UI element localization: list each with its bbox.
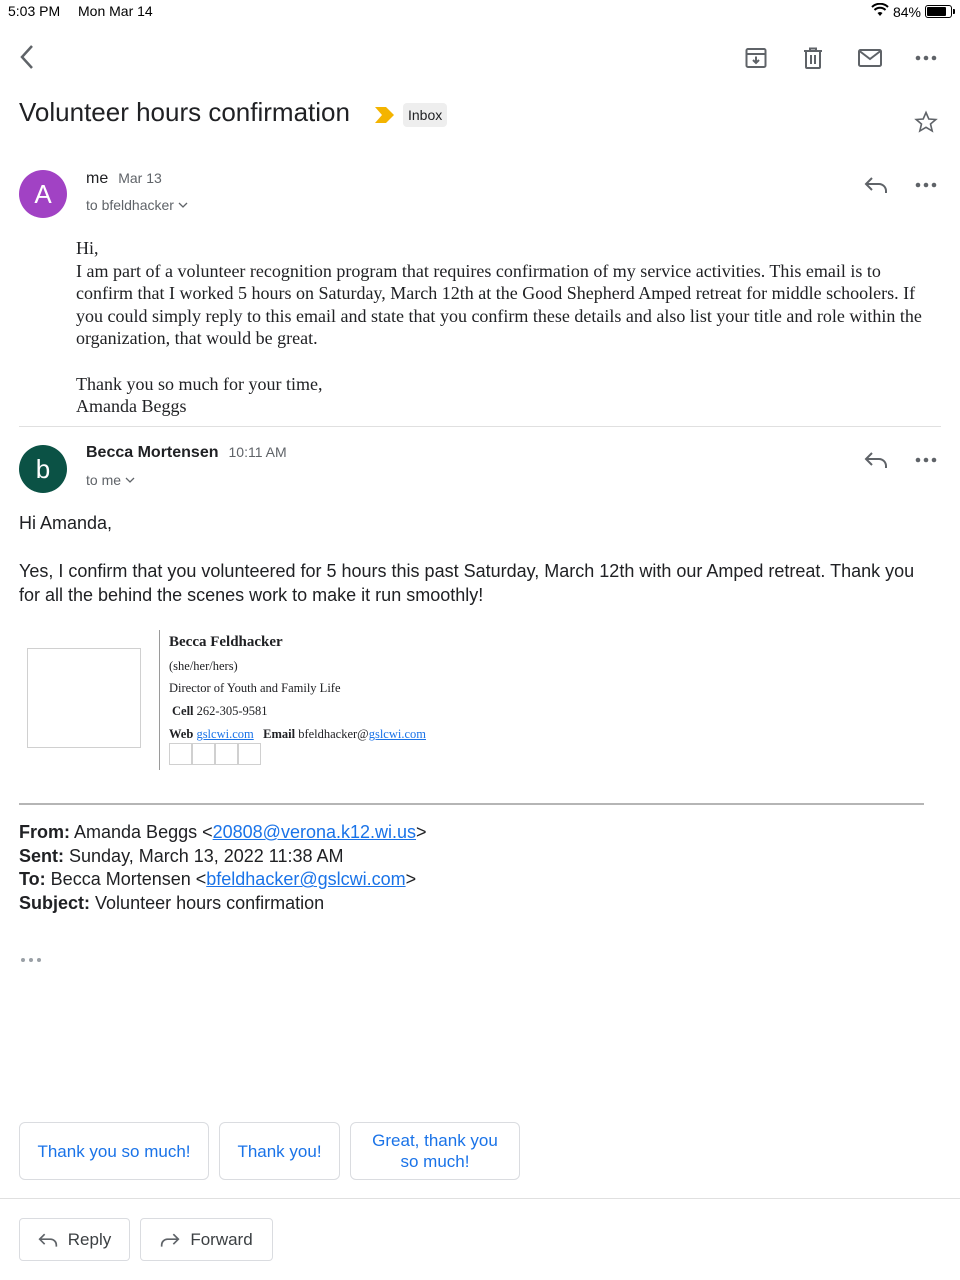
footer-divider bbox=[0, 1198, 960, 1199]
cell-label: Cell bbox=[172, 704, 194, 718]
quoted-subject-text: Volunteer hours confirmation bbox=[95, 892, 325, 913]
to-close: > bbox=[405, 869, 417, 890]
quoted-from bbox=[19, 821, 919, 845]
battery-percent: 84% bbox=[892, 3, 921, 20]
email-user: bfeldhacker@ bbox=[298, 727, 369, 741]
thread-subject: Volunteer hours confirmation bbox=[19, 97, 350, 127]
signature-cell bbox=[172, 704, 267, 719]
reply-icon bbox=[38, 1232, 58, 1248]
signature-name: Becca Feldhacker bbox=[169, 634, 283, 650]
sender-name: me bbox=[86, 170, 109, 187]
archive-icon[interactable] bbox=[740, 42, 772, 74]
signature-web-email bbox=[169, 727, 426, 742]
to-email-link[interactable]: bfeldhacker@gslcwi.com bbox=[206, 869, 406, 890]
recipient-details-toggle[interactable] bbox=[86, 472, 135, 488]
status-date: Mon Mar 14 bbox=[78, 3, 153, 19]
chevron-down-icon bbox=[178, 202, 188, 208]
quoted-subject bbox=[19, 892, 919, 916]
body-paragraph: I am part of a volunteer recognition program that requires confirmation of my service activities. This email is to confirm that I worked 5 hours on Saturday, March 12th at the Good Shepherd Amped retreat for middle schoolers. If you could simply reply to this email and state that you confirm these details and also list your title and role within the organization, that would be great. bbox=[76, 260, 922, 349]
message-body bbox=[76, 237, 938, 418]
social-icon[interactable] bbox=[215, 743, 238, 765]
email-domain-link[interactable]: gslcwi.com bbox=[368, 727, 426, 741]
quote-separator bbox=[19, 803, 924, 805]
status-indicators bbox=[871, 3, 952, 20]
sent-label: Sent: bbox=[19, 845, 64, 866]
smart-reply-button[interactable]: Thank you so much! bbox=[19, 1122, 209, 1180]
chevron-down-icon bbox=[125, 477, 135, 483]
back-arrow-icon[interactable] bbox=[12, 40, 42, 74]
subject-label: Subject: bbox=[19, 892, 91, 913]
reply-button[interactable] bbox=[19, 1218, 130, 1261]
message-date: 10:11 AM bbox=[228, 444, 287, 460]
from-close: > bbox=[416, 822, 427, 842]
forward-button[interactable] bbox=[140, 1218, 273, 1261]
signature-logo-placeholder bbox=[27, 648, 141, 748]
message-more-icon[interactable] bbox=[910, 445, 942, 475]
signature-divider bbox=[159, 630, 160, 770]
trash-icon[interactable] bbox=[797, 42, 829, 74]
forward-label: Forward bbox=[190, 1229, 253, 1249]
important-marker-icon[interactable] bbox=[373, 106, 395, 129]
star-icon[interactable] bbox=[910, 106, 942, 138]
wifi-icon bbox=[871, 3, 889, 20]
social-icon[interactable] bbox=[192, 743, 215, 765]
forward-icon bbox=[160, 1232, 180, 1248]
social-icon[interactable] bbox=[238, 743, 261, 765]
from-name: Amanda Beggs < bbox=[74, 822, 213, 842]
more-horiz-icon[interactable] bbox=[910, 42, 942, 74]
message-header bbox=[86, 444, 287, 462]
message-header bbox=[86, 170, 162, 188]
avatar[interactable] bbox=[19, 445, 67, 493]
battery-icon bbox=[925, 5, 952, 18]
body-line: Amanda Beggs bbox=[76, 396, 187, 417]
mail-icon[interactable] bbox=[853, 42, 887, 74]
to-label: To: bbox=[19, 869, 46, 890]
recipient-line: to bfeldhacker bbox=[86, 197, 174, 213]
quoted-to bbox=[19, 868, 919, 892]
reply-icon[interactable] bbox=[860, 445, 892, 475]
web-link[interactable]: gslcwi.com bbox=[196, 727, 254, 741]
web-label: Web bbox=[169, 727, 194, 741]
avatar[interactable] bbox=[19, 170, 67, 218]
reply-icon[interactable] bbox=[860, 170, 892, 200]
recipient-line: to me bbox=[86, 472, 122, 488]
smart-reply-button[interactable]: Thank you! bbox=[219, 1122, 340, 1180]
message-divider bbox=[19, 426, 941, 427]
status-time: 5:03 PM bbox=[8, 3, 61, 19]
message-more-icon[interactable] bbox=[910, 170, 942, 200]
social-icon[interactable] bbox=[169, 743, 192, 765]
recipient-details-toggle[interactable] bbox=[86, 197, 188, 213]
body-line: Thank you so much for your time, bbox=[76, 373, 323, 394]
signature-pronouns: (she/her/hers) bbox=[169, 659, 238, 673]
avatar-letter: A bbox=[34, 178, 52, 209]
to-name: Becca Mortensen < bbox=[50, 869, 207, 890]
cell-number: 262-305-9581 bbox=[196, 704, 268, 718]
message-date: Mar 13 bbox=[118, 170, 162, 186]
avatar-letter: b bbox=[35, 453, 51, 484]
from-email-link[interactable]: 20808@verona.k12.wi.us bbox=[212, 822, 417, 842]
reply-greeting: Hi Amanda, bbox=[19, 513, 113, 533]
signature-title: Director of Youth and Family Life bbox=[169, 681, 341, 695]
body-line: Hi, bbox=[76, 238, 99, 258]
from-label: From: bbox=[19, 822, 70, 842]
email-label: Email bbox=[263, 727, 296, 741]
social-icons-row bbox=[169, 743, 261, 765]
sent-date: Sunday, March 13, 2022 11:38 AM bbox=[69, 845, 344, 866]
quoted-sent bbox=[19, 845, 919, 869]
reply-body: Yes, I confirm that you volunteered for 5 hours this past Saturday, March 12th with our Amped retreat. Thank you for all the behind the scenes work to make it run smoothly! bbox=[19, 561, 915, 605]
inbox-label-chip[interactable]: Inbox bbox=[403, 103, 447, 127]
smart-reply-button[interactable]: Great, thank you so much! bbox=[350, 1122, 520, 1180]
quoted-header bbox=[19, 821, 919, 915]
reply-label: Reply bbox=[67, 1229, 112, 1249]
sender-name: Becca Mortensen bbox=[86, 444, 219, 461]
show-trimmed-content-icon[interactable] bbox=[16, 950, 46, 970]
